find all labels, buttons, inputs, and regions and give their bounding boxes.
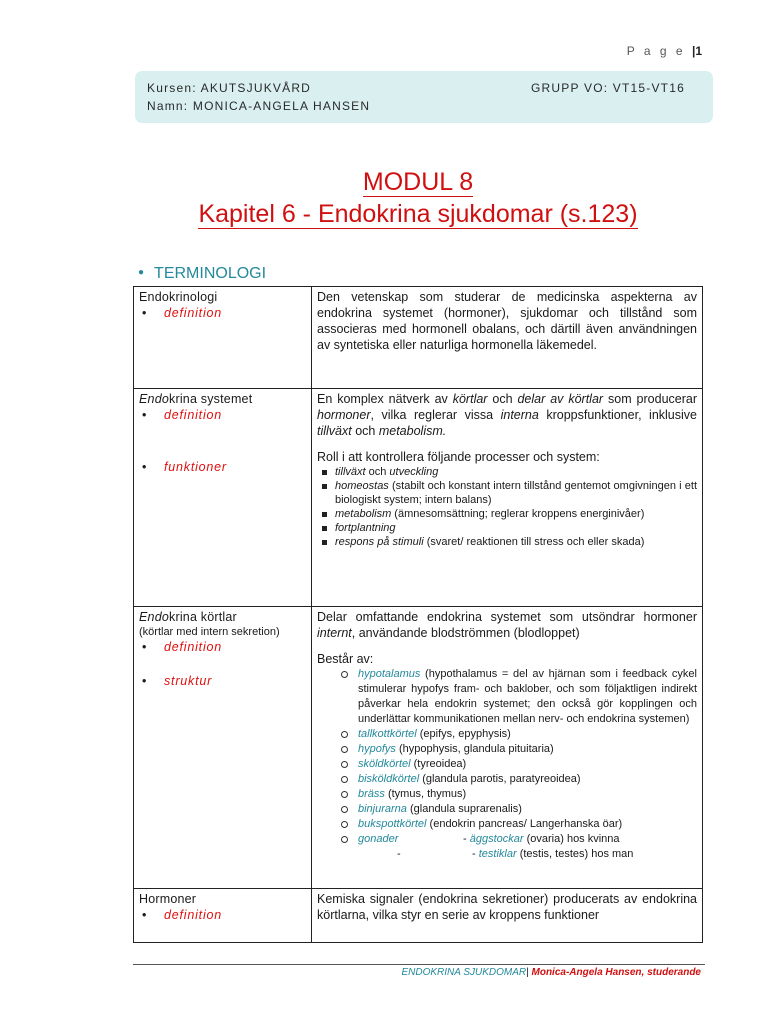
student-name: Namn: MONICA-ANGELA HANSEN — [147, 99, 371, 113]
definition-label: definition — [164, 408, 223, 422]
term-cell: Endokrina körtlar (körtlar med intern sekretion) • definition • struktur — [134, 607, 312, 889]
definition-label: definition — [164, 908, 223, 922]
page-separator: | — [691, 44, 696, 58]
term-cell: Endokrina systemet • definition • funktioner — [134, 389, 312, 607]
bullet-icon: ● — [138, 267, 145, 278]
group-label: GRUPP VO: VT15-VT16 — [531, 81, 685, 95]
term-endokrinologi: Endokrinologi — [139, 290, 218, 304]
footer-divider — [133, 964, 705, 965]
list-item: gonader - äggstockar (ovaria) hos kvinna — [317, 832, 697, 847]
term-cell: Hormoner • definition — [134, 889, 312, 943]
list-item: hypofys (hypophysis, glandula pituitaria) — [317, 742, 697, 757]
list-item: metabolism (ämnesomsättning; reglerar kroppens energinivåer) — [319, 507, 697, 521]
struktur-label: struktur — [164, 674, 213, 688]
section-heading: ● TERMINOLOGI — [138, 265, 267, 282]
term-subtitle: (körtlar med intern sekretion) — [139, 626, 280, 638]
list-item: respons på stimuli (svaret/ reaktionen till stress och eller skada) — [319, 535, 697, 549]
description-cell — [312, 389, 703, 607]
page-footer — [401, 967, 701, 978]
terminology-table — [133, 286, 703, 943]
list-item: fortplantning — [319, 521, 697, 535]
list-item: sköldkörtel (tyreoidea) — [317, 757, 697, 772]
module-title: MODUL 8 — [362, 168, 474, 196]
table-row — [134, 287, 703, 389]
table-row — [134, 889, 703, 943]
table-row — [134, 607, 703, 889]
description-cell — [312, 607, 703, 889]
endokrina-systemet-definition: En komplex nätverk av körtlar och delar av körtlar som producerar hormoner, vilka reglerar vissa interna kroppsfunktioner, inklusive tillväxt och metabolism. — [317, 392, 697, 438]
page-label: P a g e — [626, 44, 686, 58]
term-endokrina-kortlar: Endokrina körtlar — [139, 610, 237, 624]
footer-separator: | — [526, 967, 529, 978]
description-cell: Den vetenskap som studerar de medicinska aspekterna av endokrina systemet (hormoner), sjukdomar och tillstånd som associeras med hormonell obalans, och därtill även användningen av syntetiska eller naturliga hormonella läkemedel. — [312, 287, 703, 389]
term-endokrina-systemet: Endokrina systemet — [139, 392, 253, 406]
table-row — [134, 389, 703, 607]
roll-text: Roll i att kontrollera följande processer och system: — [317, 450, 600, 464]
student-info-box — [135, 71, 713, 123]
list-item: tillväxt och utveckling — [319, 465, 697, 479]
term-cell: Endokrinologi • definition — [134, 287, 312, 389]
list-item: bräss (tymus, thymus) — [317, 787, 697, 802]
list-item: homeostas (stabilt och konstant intern tillstånd gentemot omgivningen i ett biologiskt system; intern balans) — [319, 479, 697, 507]
list-item: binjurarna (glandula suprarenalis) — [317, 802, 697, 817]
list-item: bukspottkörtel (endokrin pancreas/ Langerhanska öar) — [317, 817, 697, 832]
description-cell: Kemiska signaler (endokrina sekretioner) producerats av endokrina körtlarna, vilka styr en serie av kroppens funktioner — [312, 889, 703, 943]
list-item: bisköldkörtel (glandula parotis, paratyreoidea) — [317, 772, 697, 787]
list-item: hypotalamus (hypothalamus = del av hjärnan som i feedback cykel stimulerar hypofys fram- och baklober, och som följaktligen indirekt påverkar hela endokrin systemet; den också gör kopplingen och underlättar kommunikationen mellan nerv- och endokrina systemen) — [317, 667, 697, 727]
funktioner-label: funktioner — [164, 460, 227, 474]
page-number — [627, 44, 702, 58]
footer-title: ENDOKRINA SJUKDOMAR — [401, 967, 527, 978]
endokrina-kortlar-definition: Delar omfattande endokrina systemet som utsöndrar hormoner internt, användande blodströmmen (blodloppet) — [317, 610, 697, 640]
page-number-value: 1 — [695, 44, 702, 58]
bestar-label: Består av: — [317, 652, 374, 666]
course-label: Kursen: AKUTSJUKVÅRD — [147, 81, 312, 95]
chapter-title: Kapitel 6 - Endokrina sjukdomar (s.123) — [198, 200, 638, 228]
list-item: tallkottkörtel (epifys, epyphysis) — [317, 727, 697, 742]
definition-label: definition — [164, 306, 223, 320]
term-hormoner: Hormoner — [139, 892, 197, 906]
definition-label: definition — [164, 640, 223, 654]
footer-author: Monica-Angela Hansen, studerande — [528, 967, 701, 978]
list-item: - - testiklar (testis, testes) hos man — [397, 848, 634, 860]
